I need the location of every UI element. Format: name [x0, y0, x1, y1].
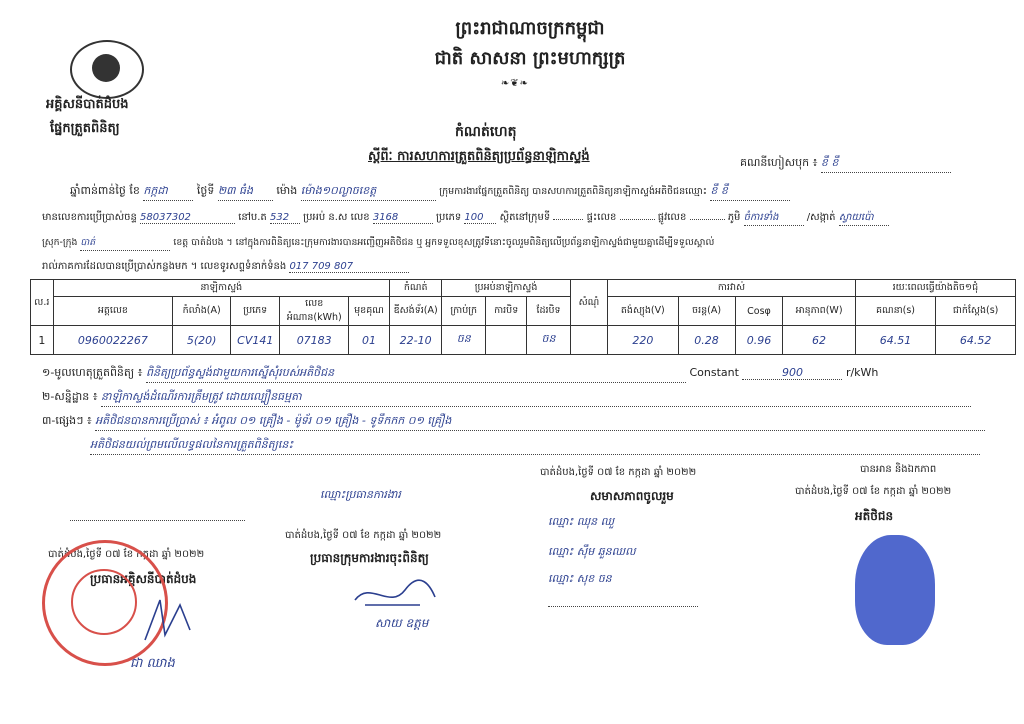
measurement-group-header: ការវាស់	[608, 280, 856, 297]
actual-header: ជាក់ស្តែង(s)	[936, 297, 1016, 326]
cell-seal2	[570, 326, 608, 355]
account-label: គណនីហៀសបុក ៖	[740, 156, 818, 169]
phone-value: 017 709 807	[289, 261, 409, 273]
text: ក្រុមការងារផ្នែកត្រួតពិនិត្យ បានសហការត្រួតពិនិត្យនាឡិកាស្ទង់អតិថិជនឈ្មោះ	[439, 186, 707, 197]
paragraph-line-2	[42, 210, 889, 226]
cell-cos: 0.96	[735, 326, 783, 355]
remark-reason	[42, 366, 878, 383]
member-1: ឈ្មោះ ឈុន ឈួ	[548, 515, 615, 528]
ornament: ❧❦❧	[500, 78, 530, 89]
constant-value: 900	[742, 366, 842, 380]
document-title: កំណត់ហេតុ	[455, 124, 517, 140]
text: /សង្កាត់	[806, 212, 836, 223]
cell-meter-no: 0960022267	[53, 326, 172, 355]
district-value: បាត់	[80, 236, 170, 251]
text: ផ្លូវលេខ	[657, 212, 687, 223]
text: ឆ្នាំពាន់ពាន់ថ្ងៃ ខែ	[70, 184, 140, 197]
director-date: បាត់ដំបង,ថ្ងៃទី ០៧ ខែ កក្កដា ឆ្នាំ ២០២២	[48, 549, 205, 560]
org-department: ផ្នែកត្រួតពិនិត្យ	[50, 121, 120, 136]
text: ម៉ោង	[276, 184, 298, 197]
director-label: ប្រធានអគ្គិសនីបាត់ដំបង	[90, 572, 197, 586]
seal2-header: សំណុំ	[570, 280, 608, 326]
constant-label: Constant	[689, 366, 739, 379]
conclusion-value: នាឡិកាស្ទង់ដំណើរការត្រឹមត្រូវ ដោយល្បឿនធម្មតា	[101, 390, 971, 407]
amp-header: កំលាំង(A)	[173, 297, 231, 326]
cell-amp: 5(20)	[173, 326, 231, 355]
motto-heading: ជាតិ សាសនា ព្រះមហាក្សត្រ	[434, 48, 626, 69]
cell-mult: 01	[349, 326, 390, 355]
bt-value: 532	[270, 212, 300, 224]
cell-power: 62	[783, 326, 855, 355]
text: ភូមិ	[727, 212, 741, 223]
seal-header: ឌីសង់ទ័រ(A)	[389, 297, 442, 326]
member-3: ឈ្មោះ សុខ ចន	[548, 572, 612, 585]
member-2: ឈ្មោះ ស៊ឹម ឆួនឈល	[548, 545, 636, 558]
cell-no: 1	[31, 326, 54, 355]
ns-value: 3168	[373, 212, 433, 224]
team-name: សាយ ឧត្ដម	[375, 616, 429, 630]
cell-seal: 22-10	[389, 326, 442, 355]
calc-header: គណនា(s)	[855, 297, 935, 326]
document-subject: ស្តីពីៈ ការសហការត្រួតពិនិត្យប្រព័ន្ធនាឡិកាស្ទង់	[368, 149, 590, 164]
text: ផ្ទះលេខ	[586, 212, 617, 223]
time-value: ម៉ោង១០ល្ងាចខេត្ត	[301, 184, 436, 201]
other-value-1: អតិថិជនបានការប្រើប្រាស់ ៖ អំពូល ០១ គ្រឿង - ម៉ូទ័រ ០១ គ្រឿង - ទូទឹកកក ០១ គ្រឿង	[95, 414, 985, 431]
text: ខេត្ត បាត់ដំបង ។ នៅក្នុងការពិនិត្យនេះក្រុមការងារបានអញ្ជើញអតិថិជន ឬ អ្នកទទួលខុសត្រូវទីនោះចូលរួមពិនិត្យលើប្រព័ន្ធនាឡិកាស្ទង់ជាមួយគ្នាដើម្បីទទួលស្គាល់	[173, 237, 715, 248]
usage-code-value: 58037302	[140, 212, 235, 224]
text: ប្រអប់ ន.ស លេខ	[303, 212, 370, 223]
time-group-header: រយៈពេលធ្វើយ៉ាងតិច១ជុំ	[855, 280, 1015, 297]
cell-actual: 64.52	[936, 326, 1016, 355]
commune-value: ស្វាយប៉ោ	[839, 210, 889, 226]
cell-box1: ចន	[442, 326, 486, 355]
account-value: ខឹ ខឹ	[821, 156, 951, 173]
cell-type: CV141	[231, 326, 280, 355]
type-header: ប្រភេទ	[231, 297, 280, 326]
table-row	[31, 326, 1016, 355]
other-value-2: អតិថិជនយល់ព្រមលើលទ្ធផលនៃការត្រួតពិនិត្យនេះ	[90, 438, 980, 455]
director-signature-icon	[135, 590, 205, 650]
cell-index: 07183	[280, 326, 349, 355]
text: មានលេខការប្រើប្រាស់ចន្ទ	[42, 212, 137, 223]
text: ប្រភេទ	[436, 212, 462, 223]
members-label: សមាសភាពចូលរួម	[590, 489, 674, 503]
cos-header: Cosφ	[735, 297, 783, 326]
paragraph-line-1	[70, 184, 790, 201]
current-header: ចរន្ត(A)	[678, 297, 735, 326]
text: ១-មូលហេតុត្រួតពិនិត្យ ៖	[42, 366, 143, 379]
director-name: ជា ឈាង	[130, 656, 175, 671]
kingdom-heading: ព្រះរាជាណាចក្រកម្ពុជា	[455, 18, 605, 39]
account-line	[740, 156, 951, 173]
team-label: ប្រធានក្រុមការងារចុះពិនិត្យ	[310, 551, 429, 565]
org-name: អគ្គិសនីបាត់ដំបង	[46, 97, 129, 112]
voltage-header: តង់ស្យុង(V)	[608, 297, 678, 326]
text: ស្រុក-ក្រុង	[42, 237, 78, 248]
remark-other	[42, 414, 985, 431]
team-date: បាត់ដំបង,ថ្ងៃទី ០៧ ខែ កក្កដា ឆ្នាំ ២០២២	[285, 530, 442, 541]
client-date: បាត់ដំបង,ថ្ងៃទី ០៧ ខែ កក្កដា ឆ្នាំ ២០២២	[795, 486, 952, 497]
remark-conclusion	[42, 390, 971, 407]
mult-header: មុខគុណ	[349, 297, 390, 326]
village-value: ចំការទាំង	[744, 210, 804, 226]
thumbprint-icon	[855, 535, 935, 645]
constant-unit: r/kWh	[845, 366, 879, 379]
text: ស្ថិតនៅក្រុមទី	[499, 212, 551, 223]
text: នៅប.ត	[238, 212, 267, 223]
team-top-note: ឈ្មោះប្រធានការងារ	[320, 488, 401, 501]
read-agree-label: បានអាន និងឯកភាព	[860, 464, 937, 475]
edc-logo-icon	[70, 40, 144, 99]
paragraph-line-4	[42, 259, 409, 274]
text: ២-សន្និដ្ឋាន ៖	[42, 390, 98, 403]
type-value: 100	[464, 212, 496, 224]
cell-box2	[485, 326, 526, 355]
month-value: កក្កដា	[143, 184, 193, 201]
client-label: អតិថិជន	[855, 509, 894, 523]
text: រាល់ភាគការដែលបានប្រើប្រាស់កន្លងមក ។ លេខទូរសព្ទទំនាក់ទំនង	[42, 261, 287, 272]
cell-calc: 64.51	[855, 326, 935, 355]
reason-value: ពិនិត្យប្រព័ន្ធស្ទង់ជាមួយការស្នើសុំរបស់អតិថិជន	[146, 366, 686, 383]
cell-box3: ចន	[527, 326, 570, 355]
meter-group-header: នាឡិកាស្ទង់	[53, 280, 389, 297]
client-name-value: ខឹ ខឹ	[710, 184, 790, 201]
box2-header: ការបិទ	[485, 297, 526, 326]
box1-header: ក្រាប់ក្រ	[442, 297, 486, 326]
members-date: បាត់ដំបង,ថ្ងៃទី ០៧ ខែ កក្កដា ឆ្នាំ ២០២២	[540, 467, 697, 478]
paragraph-line-3	[42, 236, 714, 251]
day-value: ២៣ ធំង	[218, 184, 273, 201]
power-header: អានុភាព(W)	[783, 297, 855, 326]
index-header: លេខអំណាន(kWh)	[280, 297, 349, 326]
cell-voltage: 220	[608, 326, 678, 355]
meter-inspection-table	[30, 279, 1016, 355]
col-no-header: ល.រ	[31, 280, 54, 326]
cell-current: 0.28	[678, 326, 735, 355]
text: ៣-ផ្សេងៗ ៖	[42, 414, 92, 427]
box-group-header: ប្រអប់នាឡិកាស្ទង់	[442, 280, 570, 297]
meter-no-header: អត្តលេខ	[53, 297, 172, 326]
text: ថ្ងៃទី	[196, 184, 215, 197]
seal-group-header: កំណត់	[389, 280, 442, 297]
team-signature-icon	[350, 575, 440, 615]
box3-header: ដែរបិទ	[527, 297, 570, 326]
remark-other-2	[90, 438, 980, 455]
